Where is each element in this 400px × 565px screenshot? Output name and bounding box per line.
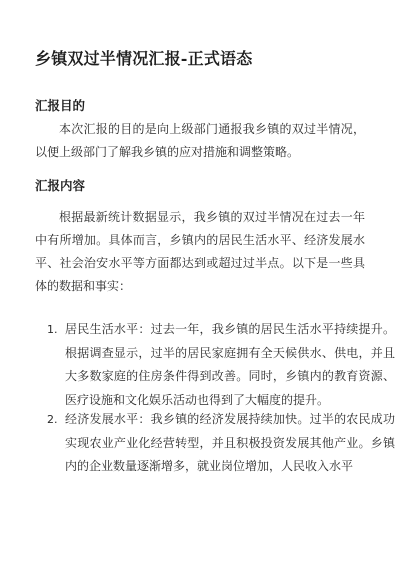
list-item: [35, 408, 395, 479]
list-item-text: 居民生活水平：过去一年，我乡镇的居民生活水平持续提升。根据调查显示，过半的居民家庭拥有全天候供水、供电，并且大多数家庭的住房条件得到改善。同时，乡镇内的教育资源、医疗设施和文化娱乐活动也得到了大幅度的提升。: [65, 322, 395, 407]
list-item-text: 经济发展水平：我乡镇的经济发展持续加快。过半的农民成功实现农业产业化经营转型，并且积极投资发展其他产业。乡镇内的企业数量逐渐增多，就业岗位增加，人民收入水平: [65, 412, 395, 473]
list-item: [35, 318, 395, 412]
content-paragraph: 根据最新统计数据显示，我乡镇的双过半情况在过去一年中有所增加。具体而言，乡镇内的居民生活水平、经济发展水平、社会治安水平等方面都达到或超过过半点。以下是一些具体的数据和事实：: [35, 210, 365, 293]
list-item-number: 1.: [47, 323, 58, 336]
section-heading-purpose: 汇报目的: [35, 98, 86, 113]
section-heading-content: 汇报内容: [35, 178, 86, 193]
list-item-number: 2.: [47, 413, 58, 426]
purpose-paragraph: 本次汇报的目的是向上级部门通报我乡镇的双过半情况，以便上级部门了解我乡镇的应对措施和调整策略。: [35, 122, 365, 159]
document-title: 乡镇双过半情况汇报-正式语态: [35, 49, 253, 68]
